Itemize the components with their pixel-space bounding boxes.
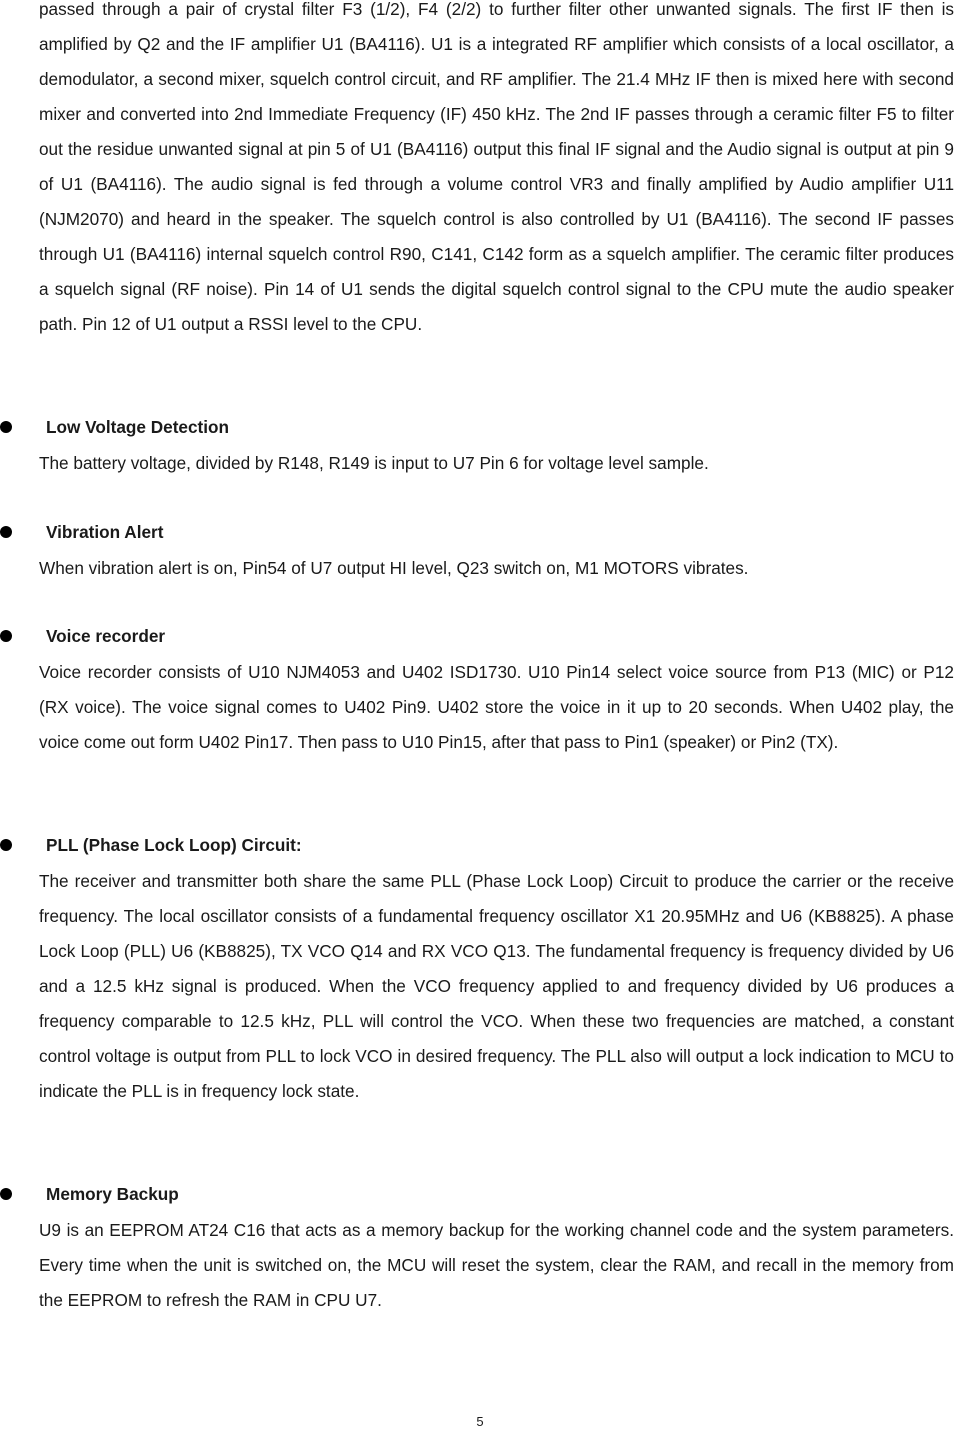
section-heading: Low Voltage Detection — [46, 417, 230, 437]
page-number: 5 — [476, 1414, 484, 1429]
section-heading: Vibration Alert — [46, 522, 164, 542]
bullet-icon — [0, 839, 12, 851]
bullet-icon — [0, 526, 12, 538]
bullet-icon — [0, 1188, 12, 1200]
section-body: U9 is an EEPROM AT24 C16 that acts as a memory backup for the working channel code and the system parameters. Every time when the unit is switched on, the MCU will reset the system, clear the RAM, and recall in the memory from the EEPROM to refresh the RAM in CPU U7. — [39, 1220, 954, 1310]
bullet-icon — [0, 421, 12, 433]
section-heading: Memory Backup — [46, 1184, 179, 1204]
section-heading: PLL (Phase Lock Loop) Circuit: — [46, 835, 302, 855]
intro-paragraph: passed through a pair of crystal filter F3 (1/2), F4 (2/2) to further filter other unwanted signals. The first IF then is amplified by Q2 and the IF amplifier U1 (BA4116). U1 is a integrated RF amplifier which consists of a local oscillator, a demodulator, a second mixer, squelch control circuit, and RF amplifier. The 21.4 MHz IF then is mixed here with second mixer and converted into 2nd Immediate Frequency (IF) 450 kHz. The 2nd IF passes through a ceramic filter F5 to filter out the residue unwanted signal at pin 5 of U1 (BA4116) output this final IF signal and the Audio signal is output at pin 9 of U1 (BA4116). The audio signal is fed through a volume control VR3 and finally amplified by Audio amplifier U11 (NJM2070) and heard in the speaker. The squelch control is also controlled by U1 (BA4116). The second IF passes through U1 (BA4116) internal squelch control R90, C141, C142 form as a squelch amplifier. The ceramic filter produces a squelch signal (RF noise). Pin 14 of U1 sends the digital squelch control signal to the CPU mute the audio speaker path. Pin 12 of U1 output a RSSI level to the CPU. — [39, 0, 954, 334]
section-body: Voice recorder consists of U10 NJM4053 and U402 ISD1730. U10 Pin14 select voice source from P13 (MIC) or P12 (RX voice). The voice signal comes to U402 Pin9. U402 store the voice in it up to 20 seconds. When U402 play, the voice come out form U402 Pin17. Then pass to U10 Pin15, after that pass to Pin1 (speaker) or Pin2 (TX). — [39, 662, 954, 752]
bullet-icon — [0, 630, 12, 642]
section-body: The receiver and transmitter both share the same PLL (Phase Lock Loop) Circuit to produce the carrier or the receive frequency. The local oscillator consists of a fundamental frequency oscillator X1 20.95MHz and U6 (KB8825). A phase Lock Loop (PLL) U6 (KB8825), TX VCO Q14 and RX VCO Q13. The fundamental frequency is frequency divided by U6 and a 12.5 kHz signal is produced. When the VCO frequency applied to and frequency divided by U6 produces a frequency comparable to 12.5 kHz, PLL will control the VCO. When these two frequencies are matched, a constant control voltage is output from PLL to lock VCO in desired frequency. The PLL also will output a lock indication to MCU to indicate the PLL is in frequency lock state. — [39, 871, 954, 1101]
section-heading: Voice recorder — [46, 626, 166, 646]
section-body: The battery voltage, divided by R148, R149 is input to U7 Pin 6 for voltage level sample. — [39, 453, 709, 473]
section-body: When vibration alert is on, Pin54 of U7 output HI level, Q23 switch on, M1 MOTORS vibrates. — [39, 558, 749, 578]
